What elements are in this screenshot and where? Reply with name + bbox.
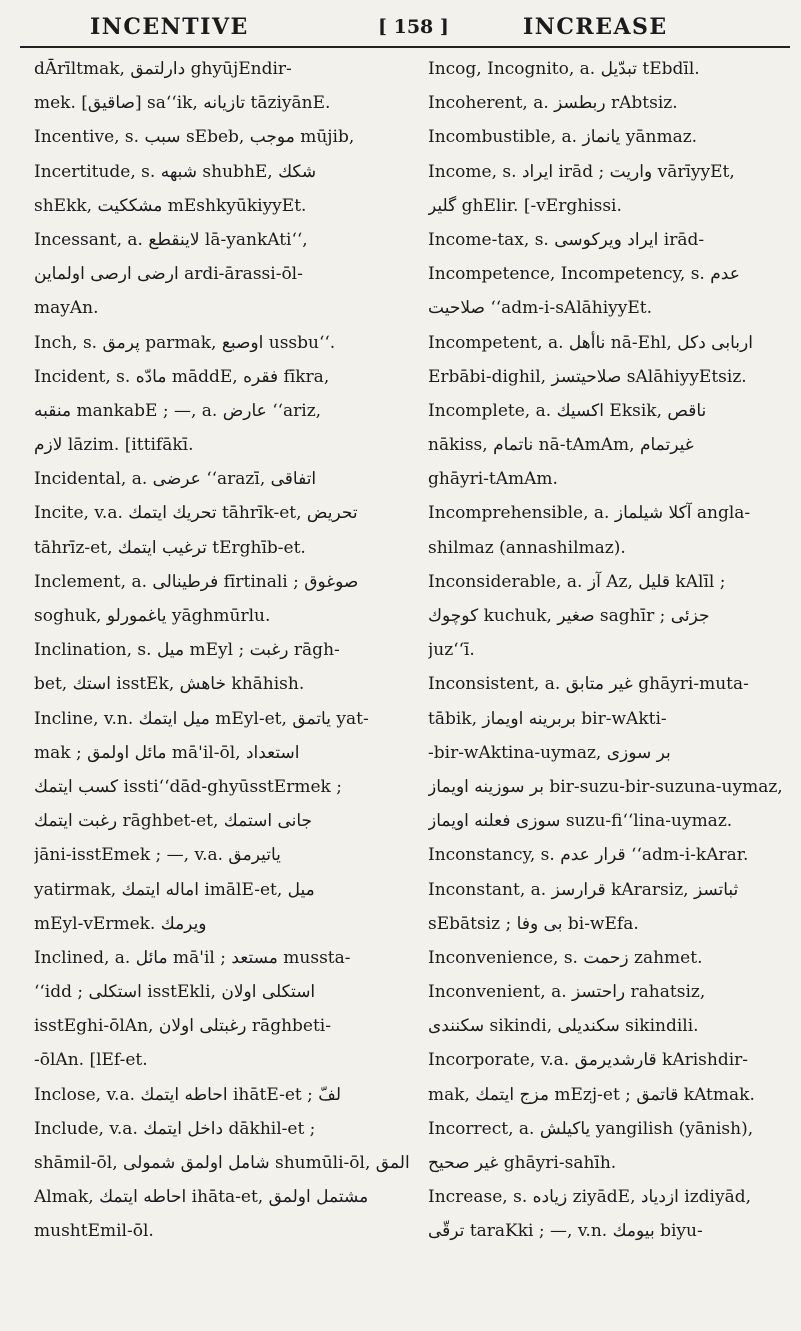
dictionary-entry-line: shāmil-ōl, شامل اولمق شمولى shumūli-ōl, المق	[34, 1153, 410, 1173]
dictionary-entry-line: Incompetent, a. ناأهل nā-Ehl, اربابى دكل	[428, 332, 753, 353]
dictionary-entry-line: Inclined, a. مائل mā'il ; مستعد mussta-	[34, 947, 351, 968]
dictionary-entry-line: Inch, s. پرمق parmak, اوصبع ussbu‘‘.	[34, 332, 336, 353]
dictionary-entry-line: -ōlAn. [lEf-et.	[34, 1050, 148, 1071]
dictionary-entry-line: dĀrīltmak, دارلتمق ghyūjEndir-	[34, 59, 292, 79]
dictionary-entry-line: Inclement, a. فرطينالى fīrtinali ; صوغوق	[34, 571, 359, 592]
dictionary-entry-line: Incoherent, a. ربطسز rAbtsiz.	[428, 93, 678, 114]
dictionary-entry-line: Incombustible, a. يانماز yānmaz.	[428, 127, 698, 148]
dictionary-entry-line: sEbātsiz ; بى وفا bi-wEfa.	[428, 913, 639, 934]
dictionary-entry-line: لازم lāzim. [ittifākī.	[34, 435, 194, 456]
dictionary-entry-line: tāhrīz-et, ترغيب ايتمك tErghīb-et.	[34, 537, 306, 558]
dictionary-entry-line: mEyl-vErmek. ويرمك	[34, 913, 207, 934]
dictionary-entry-line: mayAn.	[34, 298, 99, 319]
dictionary-entry-line: mek. [صاقيق] sa‘‘ik, تازيانه tāziyānE.	[34, 93, 331, 114]
dictionary-entry-line: ghāyri-tAmAm.	[428, 469, 558, 490]
dictionary-entry-line: كوچوك kuchuk, صغير saghīr ; جزئى	[428, 606, 710, 626]
dictionary-entry-line: Erbābi-dighil, صلاحيتسز sAlāhiyyEtsiz.	[428, 366, 747, 387]
dictionary-entry-line: Incomplete, a. اكسيك Eksik, ناقص	[428, 400, 707, 421]
dictionary-entry-line: Income-tax, s. ايراد ويركوسى irād-	[428, 229, 705, 250]
dictionary-entry-line: غير صحيح ghāyri-sahīh.	[428, 1153, 617, 1173]
dictionary-entry-line: Inclose, v.a. احاطه ايتمك ihātE-et ; لفّ	[34, 1084, 342, 1105]
dictionary-entry-line: Incorporate, v.a. قارشديرمق kArishdir-	[428, 1050, 749, 1071]
header-left-guide-word: INCENTIVE	[90, 14, 249, 40]
dictionary-entry-line: ترقّى taraKki ; —, v.n. بيومك biyu-	[428, 1221, 703, 1242]
dictionary-entry-line: Incomprehensible, a. آكلا شيلماز angla-	[428, 503, 751, 524]
dictionary-entry-line: ‘‘idd ; استكلى isstEkli, استكلى اولان	[34, 982, 316, 1003]
dictionary-entry-line: tābik, بربرينه اويماز bir-wAkti-	[428, 708, 667, 729]
dictionary-entry-line: Inconstancy, s. قرار عدم ‘‘adm-i-kArar.	[428, 845, 749, 866]
dictionary-entry-line: Inconsiderable, a. آز Az, قليل kAlīl ;	[428, 571, 726, 592]
dictionary-entry-line: yatirmak, اماله ايتمك imālE-et, ميل	[34, 879, 315, 900]
dictionary-entry-line: Inconstant, a. قرارسز kArarsiz, ثباتسز	[428, 879, 739, 900]
header-right-guide-word: INCREASE	[523, 14, 668, 40]
dictionary-entry-line: Incline, v.n. ميل ايتمك mEyl-et, ياتمق yat-	[34, 708, 369, 729]
dictionary-entry-line: Almak, احاطه ايتمك ihāta-et, مشتمل اولمق	[34, 1187, 369, 1208]
page-header	[0, 14, 801, 46]
dictionary-entry-line: Incessant, a. لاينقطع lā-yankAti‘‘,	[34, 229, 308, 250]
dictionary-entry-line: mak, مزج ايتمك mEzj-et ; قاتمق kAtmak.	[428, 1084, 755, 1105]
dictionary-entry-line: Incidental, a. عرضى ‘‘arazī, اتفاقى	[34, 469, 317, 490]
dictionary-entry-line: سكنندى sikindi, سكنديلى sikindili.	[428, 1016, 699, 1037]
dictionary-entry-line: منقبه mankabE ; —, a. عارض ‘‘ariz,	[34, 400, 322, 421]
dictionary-entry-line: سوزى فعلنه اويماز suzu-fi‘‘lina-uymaz.	[428, 811, 733, 832]
dictionary-entry-line: بر سوزينه اويماز bir-suzu-bir-suzuna-uymaz,	[428, 776, 783, 797]
dictionary-entry-line: Increase, s. زياده ziyādE, ازدياد izdiyād,	[428, 1187, 752, 1208]
dictionary-entry-line: isstEghi-ōlAn, رغبتلى اولان rāghbeti-	[34, 1016, 331, 1037]
dictionary-entry-line: Incertitude, s. شبهه shubhE, شكك	[34, 161, 317, 182]
dictionary-entry-line: juz‘‘ī.	[428, 640, 475, 661]
page-number: [ 158 ]	[378, 16, 449, 38]
dictionary-entry-line: Incentive, s. سبب sEbeb, موجب mūjib,	[34, 127, 355, 148]
dictionary-entry-line: mushtEmil-ōl.	[34, 1221, 154, 1242]
dictionary-entry-line: Inconsistent, a. غير متابق ghāyri-muta-	[428, 674, 749, 695]
left-column	[34, 52, 414, 1249]
header-rule	[20, 46, 790, 48]
dictionary-entry-line: گلير ghElir. [-vErghissi.	[428, 195, 622, 216]
dictionary-entry-line: Inclination, s. ميل mEyl ; رغبت rāgh-	[34, 640, 340, 661]
dictionary-entry-line: صلاحيت ‘‘adm-i-sAlāhiyyEt.	[428, 298, 653, 319]
dictionary-entry-line: mak ; مائل اولمق mā'il-ōl, استعداد	[34, 742, 300, 763]
dictionary-entry-line: Income, s. ايراد irād ; واريت vārīyyEt,	[428, 161, 735, 182]
dictionary-entry-line: jāni-isstEmek ; —, v.a. ياتيرمق	[34, 845, 281, 866]
dictionary-entry-line: Inconvenience, s. زحمت zahmet.	[428, 947, 703, 968]
dictionary-entry-line: Incog, Incognito, a. تبدّيل tEbdīl.	[428, 59, 700, 79]
dictionary-entry-line: -bir-wAktina-uymaz, بر سوزى	[428, 742, 671, 763]
dictionary-entry-line: ارضى ارصى اولماين ardi-ārassi-ōl-	[34, 264, 303, 285]
dictionary-entry-line: shilmaz (annashilmaz).	[428, 537, 626, 558]
dictionary-entry-line: كسب ايتمك issti‘‘dād-ghyūsstErmek ;	[34, 776, 342, 797]
dictionary-entry-line: shEkk, مشككيت mEshkyūkiyyEt.	[34, 195, 307, 216]
dictionary-entry-line: Include, v.a. داخل ايتمك dākhil-et ;	[34, 1118, 316, 1139]
dictionary-entry-line: رغبت ايتمك rāghbet-et, جانى استمك	[34, 811, 313, 832]
dictionary-entry-line: nākiss, ناتمام nā-tAmAm, غيرتمام	[428, 435, 694, 456]
dictionary-entry-line: Incite, v.a. تحريك ايتمك tāhrīk-et, تحريض	[34, 503, 358, 524]
dictionary-entry-line: Inconvenient, a. راحتسز rahatsiz,	[428, 982, 706, 1003]
dictionary-entry-line: Incompetence, Incompetency, s. عدم	[428, 264, 740, 285]
dictionary-entry-line: bet, استك isstEk, خاهش khāhish.	[34, 674, 305, 695]
right-column	[428, 52, 788, 1249]
dictionary-entry-line: soghuk, ياغمورلو yāghmūrlu.	[34, 606, 271, 626]
dictionary-entry-line: Incident, s. مادّه māddE, فقره fīkra,	[34, 366, 330, 387]
dictionary-entry-line: Incorrect, a. ياكيلش yangilish (yānish),	[428, 1118, 754, 1139]
